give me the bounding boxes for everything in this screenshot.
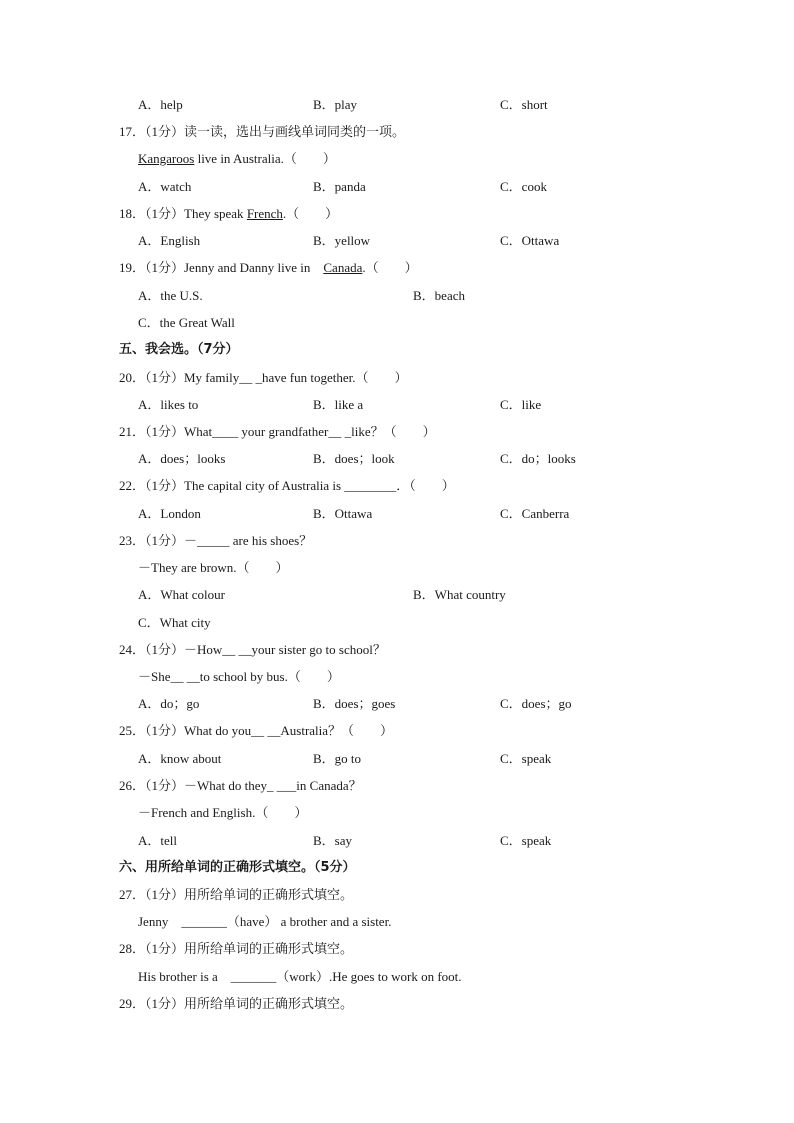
q23-option-c: C．What city	[138, 615, 211, 630]
q23-response: －They are brown.（ ）	[138, 560, 289, 575]
q18-header	[119, 206, 338, 222]
q24-option-a: A．do；go	[138, 696, 200, 711]
q21-header: 21．（1分）What____ your grandfather__ _like？（ ）	[119, 424, 436, 439]
q26-option-b: B．say	[313, 833, 353, 848]
q28-sentence: His brother is a _______（work）.He goes to work on foot.	[138, 969, 462, 984]
q23-option-a: A．What colour	[138, 587, 226, 602]
q16-option-b: B．play	[313, 97, 358, 112]
q27-header: 27．（1分）用所给单词的正确形式填空。	[119, 887, 354, 902]
q19-option-a: A．the U.S.	[138, 288, 203, 303]
q21-option-a: A．does；looks	[138, 451, 226, 466]
q25-option-a: A．know about	[138, 751, 222, 766]
q23-header: 23．（1分）－_____ are his shoes？	[119, 533, 313, 548]
q22-option-a: A．London	[138, 506, 201, 521]
q19-option-b: B．beach	[413, 288, 465, 303]
q24-header: 24．（1分）－How__ __your sister go to school？	[119, 642, 386, 657]
q17-option-a: A．watch	[138, 179, 192, 194]
q24-response: －She__ __to school by bus.（ ）	[138, 669, 340, 684]
q25-option-c: C．speak	[500, 751, 552, 766]
q19-underlined-word: Canada	[323, 260, 363, 275]
q18-option-c: C．Ottawa	[500, 233, 560, 248]
q17-sentence	[138, 151, 336, 167]
q23-option-b: B．What country	[413, 587, 506, 602]
q22-option-c: C．Canberra	[500, 506, 570, 521]
q18-option-a: A．English	[138, 233, 201, 248]
q19-header	[119, 260, 418, 276]
q18-option-b: B．yellow	[313, 233, 371, 248]
q20-option-c: C．like	[500, 397, 542, 412]
q19-post: .（ ）	[362, 260, 418, 275]
q22-option-b: B．Ottawa	[313, 506, 373, 521]
q20-option-b: B．like a	[313, 397, 364, 412]
q17-option-c: C．cook	[500, 179, 547, 194]
section-6-heading: 六、用所给单词的正确形式填空。（5分）	[119, 860, 356, 875]
q22-header: 22．（1分）The capital city of Australia is ________．（ ）	[119, 478, 455, 493]
q29-header: 29．（1分）用所给单词的正确形式填空。	[119, 996, 354, 1011]
q20-header: 20．（1分）My family__ _have fun together.（ ）	[119, 370, 408, 385]
q27-sentence: Jenny _______（have） a brother and a sister.	[138, 914, 392, 929]
q25-option-b: B．go to	[313, 751, 362, 766]
q17-underlined-word: Kangaroos	[138, 151, 195, 166]
q26-option-a: A．tell	[138, 833, 177, 848]
q24-option-c: C．does；go	[500, 696, 572, 711]
q21-option-b: B．does；look	[313, 451, 395, 466]
q28-header: 28．（1分）用所给单词的正确形式填空。	[119, 941, 354, 956]
q26-header: 26．（1分）－What do they_ ___in Canada？	[119, 778, 362, 793]
q16-option-a: A．help	[138, 97, 183, 112]
q20-option-a: A．likes to	[138, 397, 199, 412]
q19-pre: 19．（1分）Jenny and Danny live in	[119, 260, 324, 275]
q21-option-c: C．do；looks	[500, 451, 576, 466]
q26-option-c: C．speak	[500, 833, 552, 848]
q19-option-c: C．the Great Wall	[138, 315, 235, 330]
q17-header: 17．（1分）读一读，选出与画线单词同类的一项。	[119, 124, 406, 139]
q25-header: 25．（1分）What do you__ __Australia？（ ）	[119, 723, 394, 738]
q24-option-b: B．does；goes	[313, 696, 396, 711]
section-5-heading: 五、我会选。（7分）	[119, 342, 239, 357]
q16-option-c: C．short	[500, 97, 548, 112]
q17-option-b: B．panda	[313, 179, 366, 194]
q18-underlined-word: French	[246, 206, 283, 221]
q18-pre: 18．（1分）They speak	[119, 206, 247, 221]
q17-sentence-rest: live in Australia.（ ）	[194, 151, 336, 166]
q18-post: .（ ）	[282, 206, 339, 221]
q26-response: －French and English.（ ）	[138, 805, 308, 820]
